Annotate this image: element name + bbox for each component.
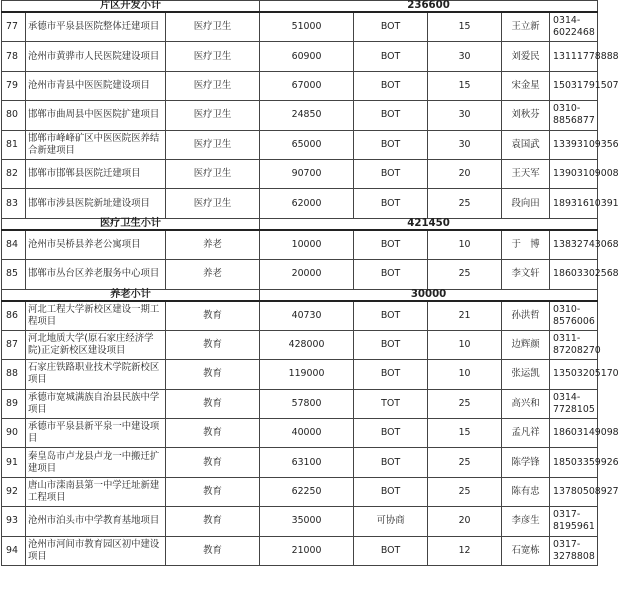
years-cell: 20 [428,159,502,188]
sector-cell: 养老 [166,230,260,260]
project-name: 沧州市吴桥县养老公寓项目 [26,230,166,260]
contact-cell: 李文轩 [502,260,550,289]
project-name: 石家庄铁路职业技术学院新校区项目 [26,360,166,389]
sector-cell: 教育 [166,301,260,331]
project-name: 沧州市黄骅市人民医院建设项目 [26,42,166,71]
phone-cell: 13393109356 [550,130,598,159]
table-row [2,301,598,331]
contact-cell: 陈学锋 [502,448,550,477]
project-name: 河北工程大学新校区建设一期工程项目 [26,301,166,331]
investment-cell: 62000 [260,189,354,218]
years-cell: 15 [428,12,502,42]
sector-cell: 教育 [166,536,260,565]
investment-cell: 90700 [260,159,354,188]
mode-cell: BOT [354,419,428,448]
sector-cell: 教育 [166,448,260,477]
phone-cell: 0317-8195961 [550,507,598,536]
mode-cell: BOT [354,12,428,42]
table-row [2,389,598,418]
row-number: 79 [2,71,26,100]
phone-cell: 13903109008 [550,159,598,188]
mode-cell: BOT [354,360,428,389]
contact-cell: 陈有忠 [502,477,550,506]
row-number: 88 [2,360,26,389]
sector-cell: 医疗卫生 [166,12,260,42]
contact-cell: 于 博 [502,230,550,260]
mode-cell: BOT [354,101,428,130]
sector-cell: 教育 [166,389,260,418]
phone-cell: 0314-7728105 [550,389,598,418]
years-cell: 15 [428,419,502,448]
contact-cell: 高兴和 [502,389,550,418]
mode-cell: BOT [354,42,428,71]
subtotal-row [2,289,598,301]
sector-cell: 教育 [166,507,260,536]
table-row [2,230,598,260]
years-cell: 20 [428,507,502,536]
years-cell: 12 [428,536,502,565]
row-number: 92 [2,477,26,506]
subtotal-row [2,218,598,230]
investment-cell: 20000 [260,260,354,289]
phone-cell: 0317-3278808 [550,536,598,565]
project-name: 邯郸市峰峰矿区中医医院医养结合新建项目 [26,130,166,159]
investment-cell: 60900 [260,42,354,71]
mode-cell: BOT [354,159,428,188]
project-name: 承德市平泉县医院整体迁建项目 [26,12,166,42]
table-row [2,101,598,130]
years-cell: 10 [428,330,502,359]
years-cell: 25 [428,477,502,506]
contact-cell: 李彦生 [502,507,550,536]
project-name: 承德市平泉县新平泉一中建设项目 [26,419,166,448]
project-name: 邯郸市丛台区养老服务中心项目 [26,260,166,289]
table-row [2,507,598,536]
investment-cell: 63100 [260,448,354,477]
project-name: 秦皇岛市卢龙县卢龙一中搬迁扩建项目 [26,448,166,477]
row-number: 85 [2,260,26,289]
investment-cell: 24850 [260,101,354,130]
project-name: 邯郸市曲周县中医医院扩建项目 [26,101,166,130]
mode-cell: TOT [354,389,428,418]
project-name: 沧州市泊头市中学教育基地项目 [26,507,166,536]
mode-cell: BOT [354,260,428,289]
years-cell: 21 [428,301,502,331]
project-name: 邯郸市邯郸县医院迁建项目 [26,159,166,188]
project-name: 沧州市青县中医医院建设项目 [26,71,166,100]
phone-cell: 18503359926 [550,448,598,477]
contact-cell: 王天军 [502,159,550,188]
investment-cell: 62250 [260,477,354,506]
contact-cell: 王立新 [502,12,550,42]
subtotal-value: 236600 [260,1,598,13]
mode-cell: BOT [354,130,428,159]
contact-cell: 孟凡祥 [502,419,550,448]
phone-cell: 0310-8856877 [550,101,598,130]
mode-cell: BOT [354,301,428,331]
sector-cell: 医疗卫生 [166,101,260,130]
phone-cell: 0310-8576006 [550,301,598,331]
phone-cell: 0311-87208270 [550,330,598,359]
row-number: 90 [2,419,26,448]
table-row [2,260,598,289]
table-row [2,360,598,389]
sector-cell: 教育 [166,330,260,359]
row-number: 77 [2,12,26,42]
years-cell: 30 [428,101,502,130]
years-cell: 30 [428,42,502,71]
investment-cell: 40000 [260,419,354,448]
row-number: 78 [2,42,26,71]
contact-cell: 段向田 [502,189,550,218]
mode-cell: BOT [354,230,428,260]
subtotal-label: 医疗卫生小计 [2,218,260,230]
row-number: 91 [2,448,26,477]
sector-cell: 医疗卫生 [166,159,260,188]
subtotal-label: 养老小计 [2,289,260,301]
phone-cell: 13503205170 [550,360,598,389]
row-number: 82 [2,159,26,188]
mode-cell: BOT [354,189,428,218]
years-cell: 30 [428,130,502,159]
row-number: 80 [2,101,26,130]
investment-cell: 65000 [260,130,354,159]
sector-cell: 教育 [166,477,260,506]
mode-cell: BOT [354,71,428,100]
table-row [2,159,598,188]
row-number: 89 [2,389,26,418]
contact-cell: 刘秋芬 [502,101,550,130]
mode-cell: BOT [354,536,428,565]
sector-cell: 教育 [166,360,260,389]
table-row [2,189,598,218]
investment-cell: 40730 [260,301,354,331]
phone-cell: 18603302568 [550,260,598,289]
project-name: 沧州市河间市教育园区初中建设项目 [26,536,166,565]
phone-cell: 18931610391 [550,189,598,218]
table-row [2,419,598,448]
contact-cell: 刘爱民 [502,42,550,71]
row-number: 86 [2,301,26,331]
contact-cell: 袁国武 [502,130,550,159]
row-number: 94 [2,536,26,565]
subtotal-value: 30000 [260,289,598,301]
phone-cell: 13832743068 [550,230,598,260]
phone-cell: 15031791507 [550,71,598,100]
row-number: 87 [2,330,26,359]
sector-cell: 医疗卫生 [166,42,260,71]
contact-cell: 孙洪哲 [502,301,550,331]
investment-cell: 35000 [260,507,354,536]
mode-cell: 可协商 [354,507,428,536]
mode-cell: BOT [354,477,428,506]
sector-cell: 医疗卫生 [166,130,260,159]
investment-cell: 10000 [260,230,354,260]
project-table [1,0,619,566]
contact-cell: 边辉颜 [502,330,550,359]
investment-cell: 428000 [260,330,354,359]
table-row [2,12,598,42]
years-cell: 25 [428,260,502,289]
phone-cell: 13111778888 [550,42,598,71]
sector-cell: 养老 [166,260,260,289]
sector-cell: 医疗卫生 [166,71,260,100]
table-row [2,330,598,359]
table-row [2,448,598,477]
row-number: 83 [2,189,26,218]
subtotal-label: 片区开发小计 [2,1,260,13]
sector-cell: 教育 [166,419,260,448]
table-row [2,130,598,159]
years-cell: 25 [428,448,502,477]
phone-cell: 0314-6022468 [550,12,598,42]
years-cell: 10 [428,360,502,389]
row-number: 81 [2,130,26,159]
years-cell: 25 [428,389,502,418]
table-row [2,477,598,506]
investment-cell: 119000 [260,360,354,389]
table-row [2,71,598,100]
investment-cell: 57800 [260,389,354,418]
years-cell: 10 [428,230,502,260]
investment-cell: 67000 [260,71,354,100]
investment-cell: 21000 [260,536,354,565]
project-name: 唐山市滦南县第一中学迁址新建工程项目 [26,477,166,506]
years-cell: 25 [428,189,502,218]
investment-cell: 51000 [260,12,354,42]
phone-cell: 18603149098 [550,419,598,448]
sector-cell: 医疗卫生 [166,189,260,218]
years-cell: 15 [428,71,502,100]
contact-cell: 张运凯 [502,360,550,389]
row-number: 93 [2,507,26,536]
contact-cell: 宋金星 [502,71,550,100]
subtotal-value: 421450 [260,218,598,230]
table-row [2,42,598,71]
phone-cell: 13780508927 [550,477,598,506]
row-number: 84 [2,230,26,260]
subtotal-row [2,1,598,13]
contact-cell: 石宽栋 [502,536,550,565]
mode-cell: BOT [354,330,428,359]
mode-cell: BOT [354,448,428,477]
project-name: 河北地质大学(原石家庄经济学院)正定新校区建设项目 [26,330,166,359]
project-name: 邯郸市涉县医院新址建设项目 [26,189,166,218]
table-row [2,536,598,565]
project-name: 承德市宽城满族自治县民族中学项目 [26,389,166,418]
